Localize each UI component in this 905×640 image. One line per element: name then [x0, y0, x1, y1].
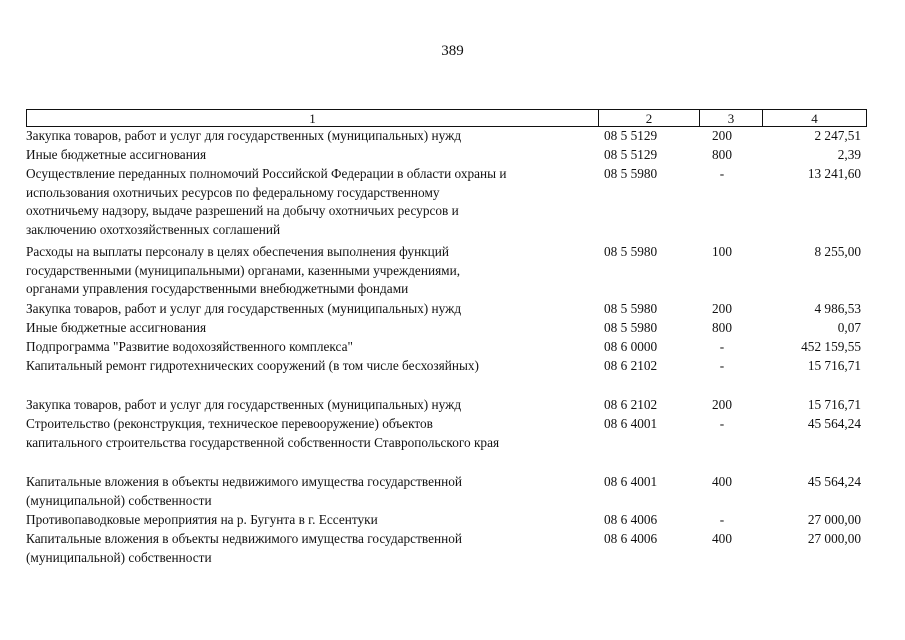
column-header-2: 2 [645, 111, 653, 126]
row-name-line: органами управления государственными внебюджетными фондами [26, 281, 409, 297]
row-amount: 45 564,24 [807, 416, 861, 431]
row-expense-type: 400 [712, 531, 732, 546]
row-name-line: Расходы на выплаты персоналу в целях обеспечения выполнения функций [26, 244, 449, 259]
row-expense-type: 200 [712, 128, 732, 143]
row-name-line: капитального строительства государственной собственности Ставропольского края [26, 434, 500, 450]
row-name [26, 357, 586, 376]
row-amount: 8 255,00 [814, 244, 861, 259]
row-expense-type: 800 [712, 147, 732, 162]
row-expense-type: - [719, 358, 725, 373]
row-name-line: (муниципальной) собственности [26, 549, 212, 565]
row-amount: 45 564,24 [807, 474, 861, 489]
row-name [26, 511, 586, 530]
column-header-4: 4 [811, 111, 818, 126]
row-code: 08 6 0000 [604, 339, 658, 354]
row-name [26, 530, 586, 567]
column-header-3: 3 [727, 111, 735, 126]
table-header [26, 109, 867, 127]
row-code: 08 6 4006 [604, 531, 658, 546]
column-header-1: 1 [309, 111, 316, 126]
row-expense-type: 200 [712, 397, 732, 412]
row-name-line: Капитальные вложения в объекты недвижимого имущества государственной [26, 474, 462, 489]
row-name-line: Строительство (реконструкция, техническое перевооружение) объектов [26, 416, 433, 431]
row-name [26, 338, 586, 357]
row-amount: 13 241,60 [807, 166, 861, 181]
row-name-line: Подпрограмма "Развитие водохозяйственного комплекса" [26, 339, 353, 354]
row-expense-type: 200 [712, 301, 732, 316]
row-name-line: охотничьему надзору, выдаче разрешений на добычу охотничьих ресурсов и [26, 203, 459, 219]
row-code: 08 6 4001 [604, 474, 658, 489]
row-name-line: Иные бюджетные ассигнования [26, 320, 207, 335]
row-code: 08 5 5980 [604, 166, 658, 181]
row-name-line: государственными (муниципальными) органами, казенными учреждениями, [26, 262, 461, 278]
row-amount: 452 159,55 [801, 339, 861, 354]
row-expense-type: 800 [712, 320, 732, 335]
row-name [26, 300, 586, 319]
row-name-line: Капитальный ремонт гидротехнических сооружений (в том числе бесхозяйных) [26, 358, 479, 373]
row-name-line: Иные бюджетные ассигнования [26, 147, 207, 162]
row-name [26, 396, 586, 415]
row-name [26, 165, 586, 239]
row-amount: 15 716,71 [807, 358, 861, 373]
row-name-line: (муниципальной) собственности [26, 492, 212, 508]
row-expense-type: 100 [712, 244, 732, 259]
row-code: 08 5 5980 [604, 301, 658, 316]
row-amount: 0,07 [837, 320, 861, 335]
row-name-line: Осуществление переданных полномочий Российской Федерации в области охраны и [26, 166, 507, 181]
row-expense-type: - [719, 339, 725, 354]
row-expense-type: - [719, 166, 725, 181]
row-amount: 2 247,51 [814, 128, 861, 143]
row-expense-type: - [719, 512, 725, 527]
row-name-line: использования охотничьих ресурсов по федеральному государственному [26, 184, 440, 200]
row-name-line: Закупка товаров, работ и услуг для государственных (муниципальных) нужд [26, 128, 462, 143]
row-amount: 27 000,00 [807, 512, 861, 527]
row-name-line: Закупка товаров, работ и услуг для государственных (муниципальных) нужд [26, 301, 462, 316]
row-name-line: Капитальные вложения в объекты недвижимого имущества государственной [26, 531, 462, 546]
row-name [26, 319, 586, 338]
row-amount: 27 000,00 [807, 531, 861, 546]
row-name [26, 146, 586, 165]
row-name-line: заключению охотхозяйственных соглашений [26, 221, 281, 237]
row-name [26, 127, 586, 146]
row-name-line: Противопаводковые мероприятия на р. Бугунта в г. Ессентуки [26, 512, 378, 527]
row-name-line: Закупка товаров, работ и услуг для государственных (муниципальных) нужд [26, 397, 462, 412]
row-name [26, 243, 586, 299]
row-name [26, 415, 586, 452]
row-code: 08 5 5129 [604, 147, 658, 162]
row-code: 08 5 5980 [604, 320, 658, 335]
row-code: 08 6 4001 [604, 416, 658, 431]
row-code: 08 5 5980 [604, 244, 658, 259]
row-code: 08 6 2102 [604, 397, 658, 412]
row-expense-type: - [719, 416, 725, 431]
row-code: 08 6 2102 [604, 358, 658, 373]
row-code: 08 5 5129 [604, 128, 658, 143]
row-amount: 15 716,71 [807, 397, 861, 412]
row-code: 08 6 4006 [604, 512, 658, 527]
row-amount: 2,39 [837, 147, 861, 162]
row-name [26, 473, 586, 510]
row-amount: 4 986,53 [814, 301, 861, 316]
page-number: 389 [441, 43, 464, 59]
row-expense-type: 400 [712, 474, 732, 489]
